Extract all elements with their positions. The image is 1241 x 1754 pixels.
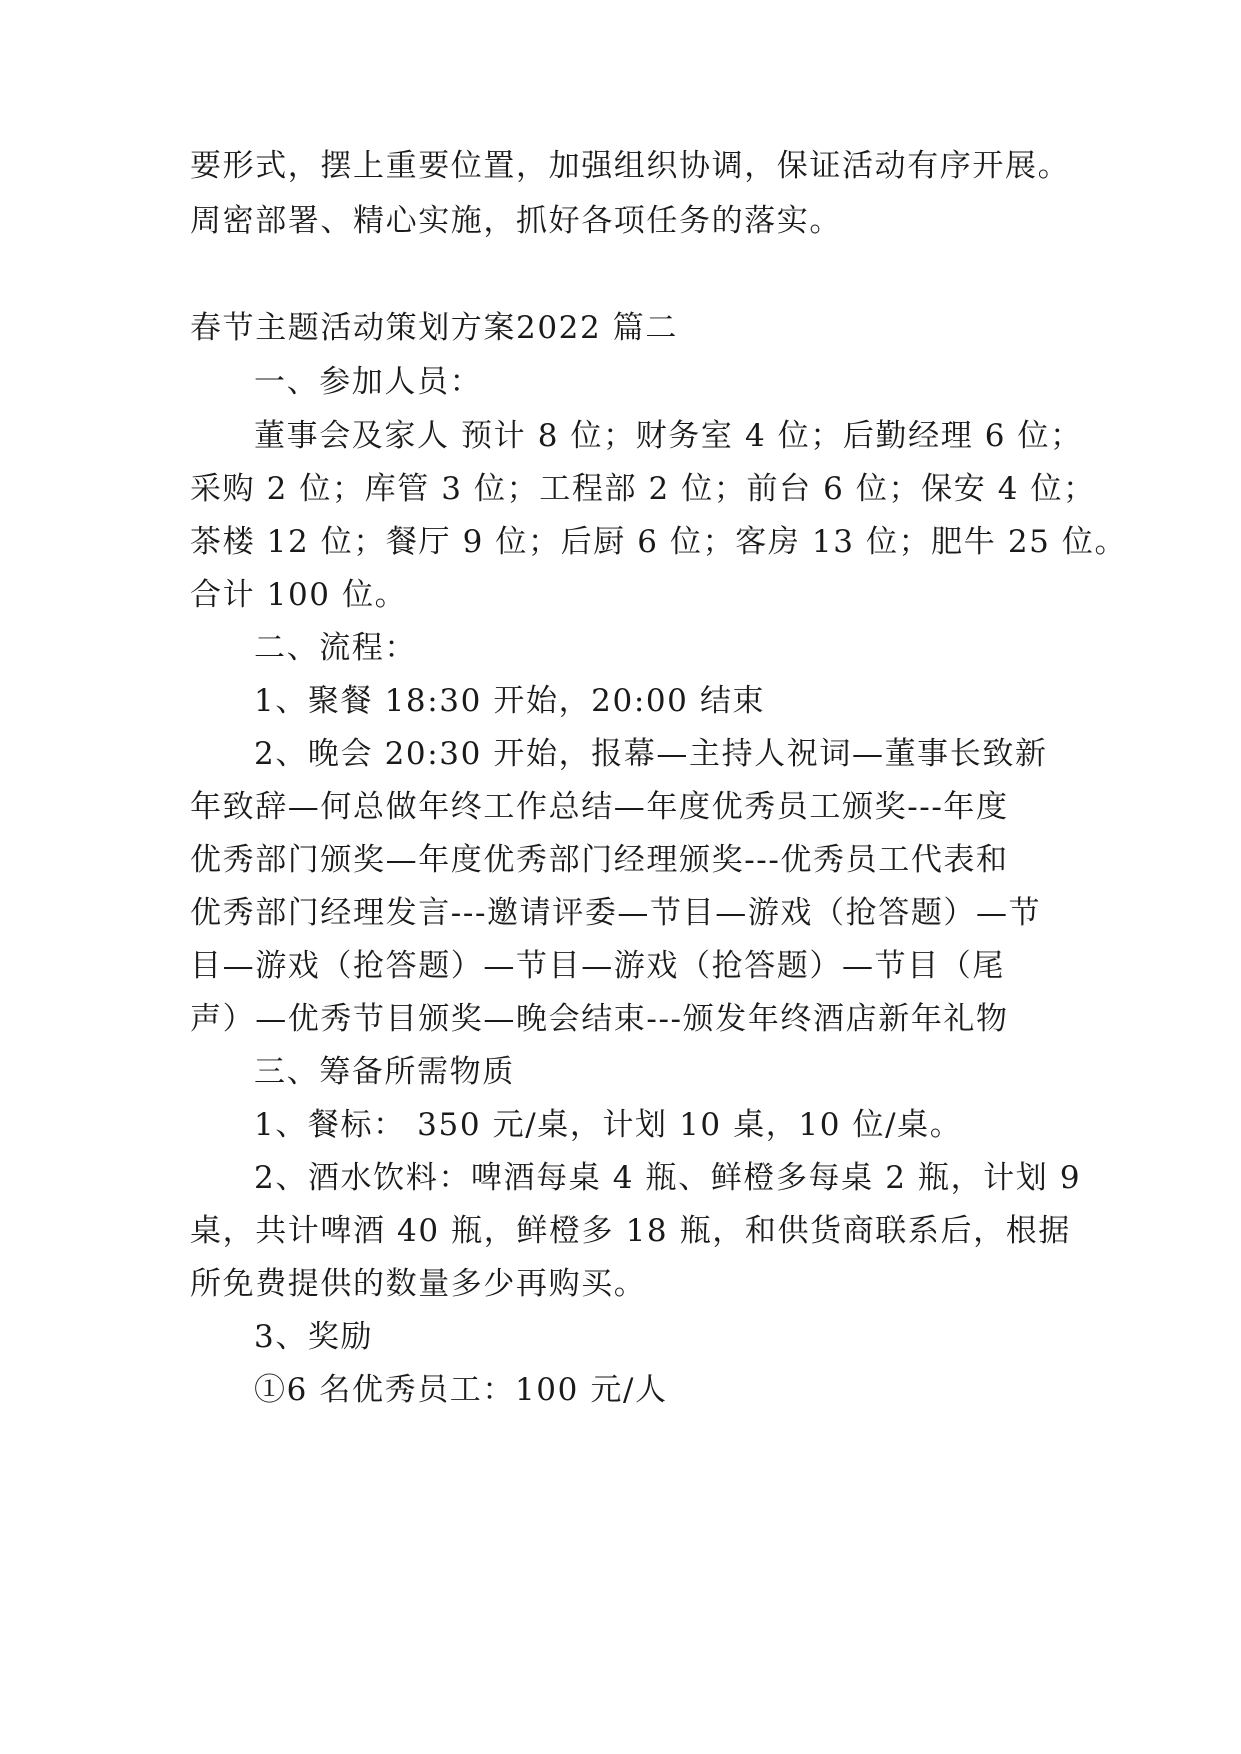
list-item: 2、酒水饮料：啤酒每桌 4 瓶、鲜橙多每桌 2 瓶，计划 9 bbox=[254, 1160, 1082, 1196]
list-item: 1、聚餐 18:30 开始，20:00 结束 bbox=[254, 683, 766, 719]
paragraph-line: 所免费提供的数量多少再购买。 bbox=[190, 1266, 647, 1302]
paragraph-line: 目—游戏（抢答题）—节目—游戏（抢答题）—节目（尾 bbox=[190, 948, 1005, 984]
list-item: 1、餐标： 350 元/桌，计划 10 桌，10 位/桌。 bbox=[254, 1107, 963, 1143]
paragraph-line: 董事会及家人 预计 8 位；财务室 4 位；后勤经理 6 位； bbox=[254, 418, 1083, 454]
paragraph-line: 优秀部门经理发言---邀请评委—节目—游戏（抢答题）—节 bbox=[190, 895, 1042, 931]
list-item: ①6 名优秀员工：100 元/人 bbox=[254, 1372, 668, 1408]
section-heading: 三、筹备所需物质 bbox=[254, 1054, 515, 1090]
section-heading: 一、参加人员： bbox=[254, 364, 483, 400]
paragraph-line: 茶楼 12 位；餐厅 9 位；后厨 6 位；客房 13 位；肥牛 25 位。 bbox=[190, 524, 1128, 560]
list-item: 2、晚会 20:30 开始，报幕—主持人祝词—董事长致新 bbox=[254, 736, 1048, 772]
paragraph-line: 要形式，摆上重要位置，加强组织协调，保证活动有序开展。 bbox=[190, 148, 1071, 184]
paragraph-line: 年致辞—何总做年终工作总结—年度优秀员工颁奖---年度 bbox=[190, 789, 1009, 825]
section-title: 春节主题活动策划方案2022 篇二 bbox=[190, 310, 678, 346]
section-heading: 二、流程： bbox=[254, 630, 417, 666]
paragraph-line: 周密部署、精心实施，抓好各项任务的落实。 bbox=[190, 203, 842, 239]
paragraph-line: 优秀部门颁奖—年度优秀部门经理颁奖---优秀员工代表和 bbox=[190, 842, 1009, 878]
paragraph-line: 声）—优秀节目颁奖—晚会结束---颁发年终酒店新年礼物 bbox=[190, 1001, 1009, 1037]
paragraph-line: 合计 100 位。 bbox=[190, 577, 408, 613]
paragraph-line: 桌，共计啤酒 40 瓶，鲜橙多 18 瓶，和供货商联系后，根据 bbox=[190, 1213, 1071, 1249]
list-item: 3、奖励 bbox=[254, 1319, 374, 1355]
paragraph-line: 采购 2 位；库管 3 位；工程部 2 位；前台 6 位；保安 4 位； bbox=[190, 471, 1096, 507]
